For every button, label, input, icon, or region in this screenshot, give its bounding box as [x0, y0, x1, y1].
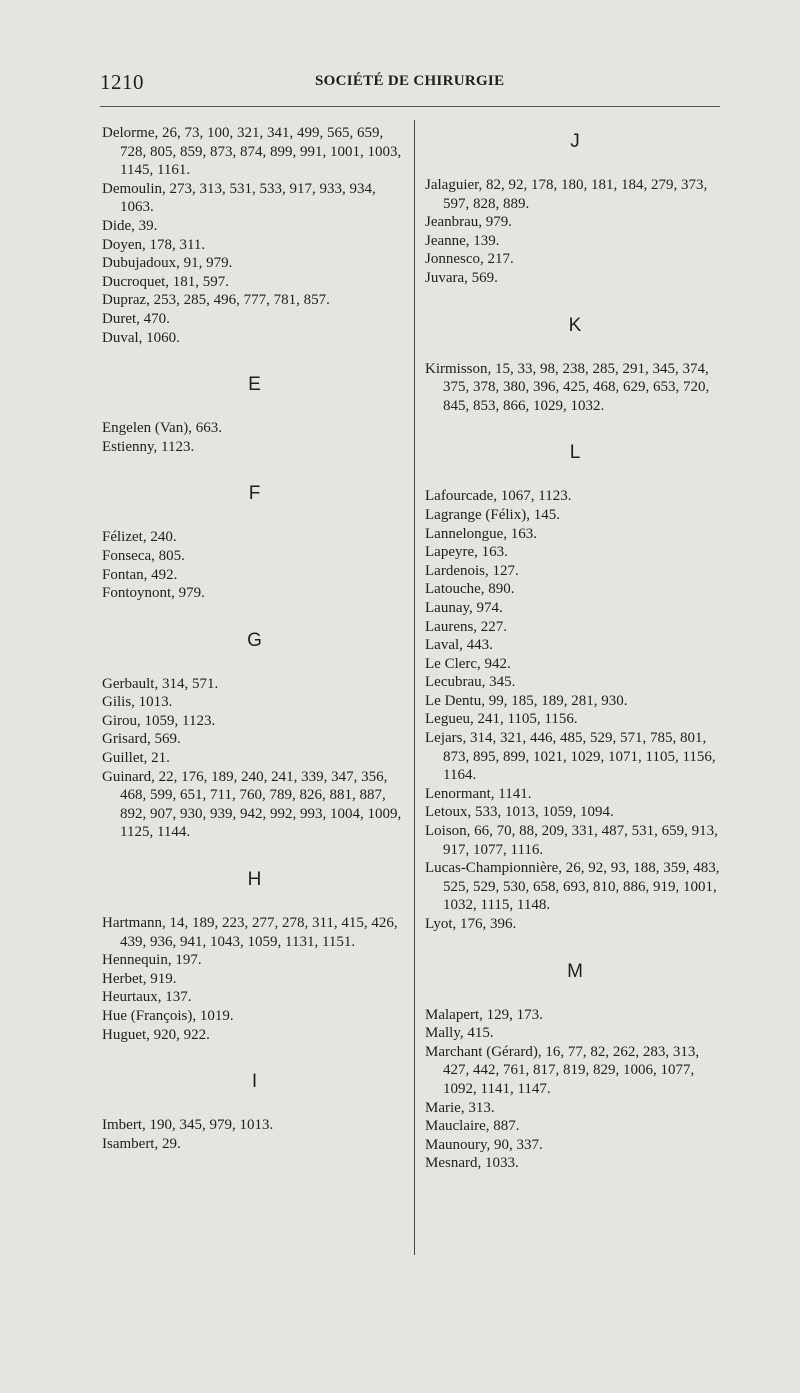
section-letter-h: H	[247, 869, 262, 891]
index-entry: Lapeyre, 163.	[425, 544, 508, 561]
index-entry: Grisard, 569.	[102, 731, 181, 748]
index-entry: Heurtaux, 137.	[102, 989, 192, 1006]
index-entry: Dupraz, 253, 285, 496, 777, 781, 857.	[102, 292, 330, 309]
index-entry: Legueu, 241, 1105, 1156.	[425, 711, 578, 728]
index-entry: Gerbault, 314, 571.	[102, 675, 219, 692]
index-entry: Mauclaire, 887.	[425, 1118, 520, 1135]
index-entry: Le Clerc, 942.	[425, 655, 511, 672]
index-entry: Lejars, 314, 321, 446, 485, 529, 571, 785, 801, 873, 895, 899, 1021, 1029, 1071, 1105, 1156, 1164.	[425, 730, 716, 784]
index-entry: Juvara, 569.	[425, 269, 498, 286]
index-entry: Fonseca, 805.	[102, 547, 185, 564]
index-entry: Mally, 415.	[425, 1025, 494, 1042]
index-entry: Hartmann, 14, 189, 223, 277, 278, 311, 415, 426, 439, 936, 941, 1043, 1059, 1131, 1151.	[102, 915, 398, 950]
index-entry: Duret, 470.	[102, 310, 170, 327]
section-letter-g: G	[247, 629, 262, 651]
index-entry: Guillet, 21.	[102, 750, 170, 767]
index-entry: Jeanbrau, 979.	[425, 214, 513, 231]
section-letter-i: I	[251, 1071, 258, 1093]
right-column	[425, 124, 725, 1173]
header-rule	[100, 106, 720, 107]
index-entry: Lecubrau, 345.	[425, 674, 516, 691]
entries-l	[425, 487, 725, 933]
index-entry: Estienny, 1123.	[102, 438, 195, 455]
entries-g	[102, 675, 407, 842]
index-entry: Jonnesco, 217.	[425, 251, 514, 268]
index-entry: Engelen (Van), 663.	[102, 420, 222, 437]
index-entry: Lenormant, 1141.	[425, 785, 532, 802]
entries-h	[102, 914, 407, 1044]
index-entry: Marchant (Gérard), 16, 77, 82, 262, 283, 313, 427, 442, 761, 817, 819, 829, 1006, 1077, 1092, 1141, 1147.	[425, 1043, 700, 1097]
index-entry: Doyen, 178, 311.	[102, 236, 206, 253]
section-letter-j: J	[570, 131, 580, 152]
index-entry: Lannelongue, 163.	[425, 525, 538, 542]
section-letter-e: E	[248, 374, 261, 396]
index-entry: Imbert, 190, 345, 979, 1013.	[102, 1117, 274, 1134]
index-entry: Kirmisson, 15, 33, 98, 238, 285, 291, 345, 374, 375, 378, 380, 396, 425, 468, 629, 653, 720, 845, 853, 866, 1029, 1032.	[425, 360, 710, 414]
index-entry: Delorme, 26, 73, 100, 321, 341, 499, 565, 659, 728, 805, 859, 873, 874, 899, 991, 1001, 1003, 1145, 1161.	[102, 125, 402, 179]
column-divider	[414, 120, 415, 1255]
index-entry: Guinard, 22, 176, 189, 240, 241, 339, 347, 356, 468, 599, 651, 711, 760, 789, 826, 881, 887, 892, 907, 930, 939, 942, 992, 993, 1004, 1009, 1125, 1144.	[102, 768, 402, 841]
index-entry: Lagrange (Félix), 145.	[425, 506, 560, 523]
index-entry: Latouche, 890.	[425, 581, 515, 598]
section-letter-f: F	[248, 483, 261, 505]
index-entry: Le Dentu, 99, 185, 189, 281, 930.	[425, 692, 628, 709]
section-letter-m: M	[567, 960, 583, 982]
entries-m	[425, 1006, 725, 1173]
index-entry: Girou, 1059, 1123.	[102, 712, 216, 729]
index-entry: Malapert, 129, 173.	[425, 1006, 543, 1023]
index-entry: Mesnard, 1033.	[425, 1155, 519, 1172]
index-entry: Hue (François), 1019.	[102, 1008, 234, 1024]
index-entry: Fontan, 492.	[102, 566, 178, 583]
running-title: SOCIÉTÉ DE CHIRURGIE	[315, 73, 505, 89]
index-entry: Dubujadoux, 91, 979.	[102, 255, 233, 272]
index-entry: Laurens, 227.	[425, 618, 508, 635]
left-column	[102, 124, 407, 1153]
index-entry: Laval, 443.	[425, 637, 493, 654]
page-number: 1210	[100, 70, 144, 94]
entries-e	[102, 419, 407, 456]
index-entry: Marie, 313.	[425, 1099, 495, 1116]
section-letter-l: L	[569, 442, 581, 464]
index-entry: Félizet, 240.	[102, 529, 177, 546]
index-entry: Dide, 39.	[102, 217, 158, 234]
index-entry: Lardenois, 127.	[425, 562, 519, 579]
index-entry: Hennequin, 197.	[102, 952, 202, 969]
index-entry: Huguet, 920, 922.	[102, 1026, 210, 1043]
index-entry: Lucas-Championnière, 26, 92, 93, 188, 359, 483, 525, 529, 530, 658, 693, 810, 886, 919, 1001, 1032, 1115, 1148.	[425, 860, 720, 914]
index-entry: Lyot, 176, 396.	[425, 916, 517, 932]
index-entry: Herbet, 919.	[102, 970, 177, 987]
index-entry: Letoux, 533, 1013, 1059, 1094.	[425, 804, 614, 821]
entries-f	[102, 528, 407, 602]
entries-j	[425, 176, 725, 288]
entries-d	[102, 124, 407, 347]
index-entry: Maunoury, 90, 337.	[425, 1136, 543, 1153]
page-header	[0, 70, 800, 94]
index-entry: Jeanne, 139.	[425, 232, 500, 249]
index-entry: Duval, 1060.	[102, 329, 180, 346]
index-entry: Launay, 974.	[425, 599, 503, 616]
index-entry: Gilis, 1013.	[102, 694, 173, 711]
index-entry: Loison, 66, 70, 88, 209, 331, 487, 531, 659, 913, 917, 1077, 1116.	[425, 823, 718, 858]
entries-i	[102, 1116, 407, 1153]
index-entry: Jalaguier, 82, 92, 178, 180, 181, 184, 279, 373, 597, 828, 889.	[425, 177, 708, 212]
section-letter-k: K	[568, 314, 582, 336]
index-entry: Fontoynont, 979.	[102, 585, 205, 602]
index-entry: Isambert, 29.	[102, 1135, 181, 1152]
entries-k	[425, 360, 725, 416]
index-entry: Lafourcade, 1067, 1123.	[425, 488, 572, 505]
index-entry: Demoulin, 273, 313, 531, 533, 917, 933, 934, 1063.	[102, 180, 376, 216]
index-entry: Ducroquet, 181, 597.	[102, 273, 230, 290]
